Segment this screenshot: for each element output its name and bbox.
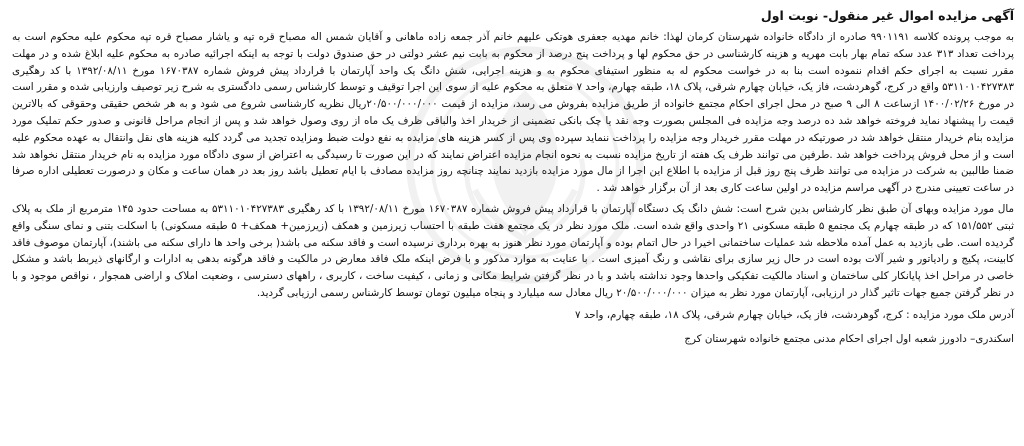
property-address: آدرس ملک مورد مزایده : کرج، گوهردشت، فاز یک، خیابان چهارم شرقی، پلاک ۱۸، طبقه چهارم، واحد ۷ <box>575 308 1014 321</box>
notice-signature: اسکندری– دادورز شعبه اول اجرای احکام مدنی مجتمع خانواده شهرستان کرج <box>684 332 1014 345</box>
notice-title: آگهی مزایده اموال غیر منقول- نوبت اول <box>760 8 1014 23</box>
property-description-paragraph: مال مورد مزایده وبهای آن طبق نظر کارشناس بدین شرح است: شش دانگ یک دستگاه آپارتمان با قرارداد پیش فروش شماره ۱۶۷۰۳۸۷ مورخ ۱۳۹۲/۰۸/۱۱ با کد رهگیری ۵۳۱۱۰۱۰۴۲۷۳۸۳ به مساحت حدود ۱۴۵ مترمربع از ملک به پلاک ثبتی ۱۵۱/۵۵۲ که در طبقه چهارم یک مجتمع ۵ طبقه مسکونی ۲۱ واحدی واقع شده است. ملک مورد نظر در یک مجتمع هفت طبقه با احتساب زیرزمین و همکف (زیرزمین+ همکف+ ۵ طبقه مسکونی) با اسکلت بتنی و نمای سنگی واقع گردیده است. طی بازدید به عمل آمده ملاحظه شد عملیات ساختمانی اخیرا در حال اتمام بوده و آپارتمان مورد نظر هنوز به بهره برداری نرسیده است و فاقد سکنه می باشد( برخی واحد ها دارای سکنه می باشند)، آپارتمان موصوف فاقد کابینت، پکیج و رادیاتور و شیر آلات بوده است در حال زیر سازی برای نقاشی و رنگ آمیزی است . با عنایت به موارد مذکور و با فرض اینکه ملک فاقد معارض در مالکیت و فاقد هرگونه بدهی به ادارات و ارگانهای ذیربط باشد و مشکل خاصی در مراحل اخذ پایانکار کلی ساختمان و اسناد مالکیت تفکیکی واحدها وجود نداشته باشد و با در نظر گرفتن شرایط مکانی و زمانی ، کیفیت ساخت ، کاربری ، راههای دسترسی ، وضعیت املاک و اراضی همجوار ، نواقص موجود و با در نظر گرفتن جمیع جهات تاثیر گذار در ارزیابی، آپارتمان مورد نظر به میزان ۲۰/۵۰۰/۰۰۰/۰۰۰ ریال معادل سه میلیارد و پنجاه میلیون تومان توسط کارشناس رسمی ارزیابی گردید. <box>12 202 1014 299</box>
notice-body-paragraph: به موجب پرونده کلاسه ۹۹۰۱۱۹۱ صادره از دادگاه خانواده شهرستان کرمان لهذا: خانم مهدیه جعفری هوتکی علیهم خانم آذر جمعه زاده ماهانی و آقایان شمس اله مصباح قره تپه و یاشار مصباح قره تپه محکوم علیه محکوم است به پرداخت تعداد ۳۱۳ عدد سکه تمام بهار بابت مهریه و هزینه کارشناسی در حق محکوم لها و پرداخت پنج درصد از محکوم به بابت نیم عشر دولتی در حق صندوق دولت با توجه به اینکه اجرائیه صادره به محکوم علیه ابلاغ شده و در مهلت مقرر نسبت به اجرای حکم اقدام ننموده است بنا به در خواست محکوم له به منظور استیفای محکوم به و هزینه اجرایی، شش دانگ یک واحد آپارتمان با قرارداد پیش فروش شماره ۱۶۷۰۳۸۷ مورخ ۱۳۹۲/۰۸/۱۱ با کد رهگیری ۵۳۱۱۰۱۰۴۲۷۳۸۳ واقع در کرج، گوهردشت، فاز یک، خیابان چهارم شرقی، پلاک ۱۸، طبقه چهارم، واحد ۷ متعلق به محکوم علیه از سوی این اجرا توقیف و توسط کارشناس رسمی دادگستری به شرح زیر توصیف وارزیابی شده و مقرر است در مورخ ۱۴۰۰/۰۲/۲۶ ازساعت ۸ الی ۹ صبح در محل اجرای احکام مجتمع خانواده از طریق مزایده بفروش می رسد، مزایده از قیمت ۲۰/۵۰۰/۰۰۰/۰۰۰ریال نظریه کارشناسی شروع می شود و به هر شخص حقیقی وحقوقی که بالاترین قیمت را پیشنهاد نماید فروخته خواهد شد ده درصد وجه مزایده فی المجلس بصورت وجه نقد یا چک بانکی تضمینی از خریدار اخذ والباقی ظرف یک ماه از روی وصول خواهد شد و پس از انجام مراحل قانونی و صدور حکم تملیک مورد مزایده بنام خریدار منتقل خواهد شد در صورتیکه در مهلت مقرر خریدار وجه مزایده را پرداخت ننماید سپرده وی پس از کسر هزینه های مزایده به نفع دولت ضبط ومزایده تجدید می گردد کلیه هزینه های نقل وانتقال به عهده محکوم علیه است و از محل فروش پرداخت خواهد شد .طرفین می توانند ظرف یک هفته از تاریخ مزایده نسبت به نحوه انجام مزایده اعتراض نمایند که در این صورت تا رسیدگی به اعتراض از سوی دادگاه مورد مزایده به نام خریدار منتقل نخواهد شد ضمنا طالبین به شرکت در مزایده می توانند ظرف پنج روز قبل از مزایده با اطلاع این اجرا از مال مورد مزایده بازدید نمایند چنانچه روز مزایده مصادف با ایام تعطیل باشد روز بعد در همان ساعت و مکان و درصورت تعطیلی اداره صرفا در ساعت تعیینی مندرج در آگهی مراسم مزایده در اولین ساعت کاری بعد از آن برگزار خواهد شد . <box>12 31 1014 195</box>
